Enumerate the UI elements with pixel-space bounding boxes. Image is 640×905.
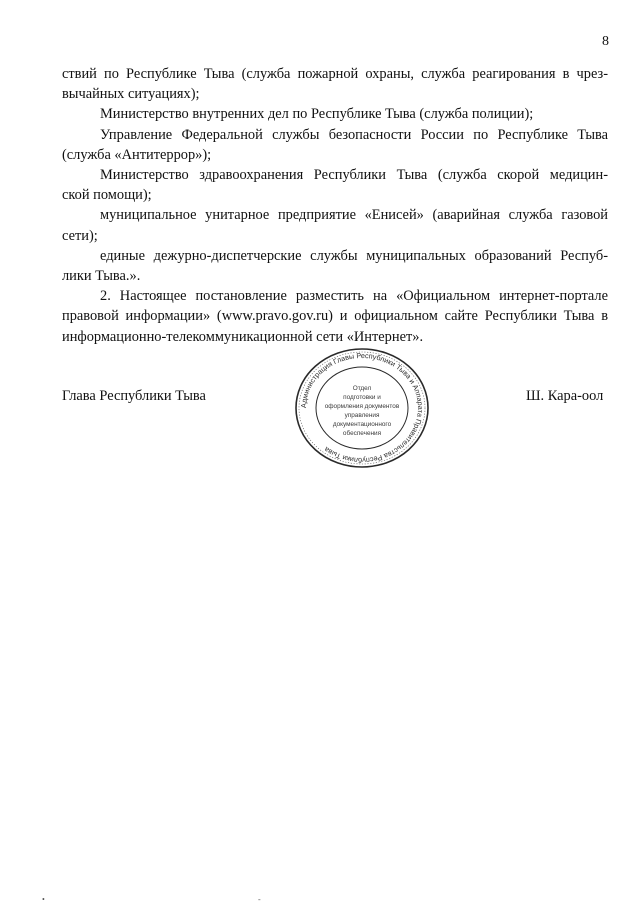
text-line: вычайных ситуациях); bbox=[62, 86, 200, 103]
stamp-seal-graphic bbox=[292, 346, 432, 470]
scan-mark: • bbox=[42, 895, 45, 904]
stamp-center-line: управления bbox=[344, 412, 380, 419]
signature-name: Ш. Кара-оол bbox=[526, 388, 604, 404]
stamp-center-line: обеспечения bbox=[342, 430, 382, 437]
text-line: Управление Федеральной службы безопасности России по Республике Тыва bbox=[100, 126, 608, 143]
text-line: сети); bbox=[62, 227, 98, 244]
signature-title: Глава Республики Тыва bbox=[62, 388, 206, 404]
scan-mark: - bbox=[258, 895, 261, 904]
stamp-center-line: документационного bbox=[332, 421, 392, 428]
stamp-center-line: Отдел bbox=[352, 385, 372, 392]
stamp-ring-text: Администрация Главы Республики Тыва и Аппарата Правительства Республики Тыва bbox=[298, 350, 426, 466]
page-number: 8 bbox=[602, 34, 609, 49]
text-line: единые дежурно-диспетчерские службы муниципальных образований Респуб- bbox=[100, 247, 608, 264]
text-line: ствий по Республике Тыва (служба пожарной охраны, служба реагирования в чрез- bbox=[62, 66, 608, 82]
text-line: правовой информации» (www.pravo.gov.ru) и официальном сайте Республики Тыва в bbox=[62, 308, 608, 325]
text-line: лики Тыва.». bbox=[62, 268, 141, 285]
text-line: информационно-телекоммуникационной сети «Интернет». bbox=[62, 328, 424, 345]
text-line: муниципальное унитарное предприятие «Енисей» (аварийная служба газовой bbox=[100, 207, 608, 224]
text-line: ской помощи); bbox=[62, 187, 152, 204]
official-stamp bbox=[292, 346, 432, 470]
text-line: 2. Настоящее постановление разместить на «Официальном интернет-портале bbox=[100, 288, 608, 305]
stamp-center-line: подготовки и bbox=[343, 394, 381, 401]
text-line: Министерство здравоохранения Республики Тыва (служба скорой медицин- bbox=[100, 167, 608, 184]
text-line: Министерство внутренних дел по Республике Тыва (служба полиции); bbox=[100, 106, 534, 123]
document-body bbox=[62, 64, 608, 347]
text-line: (служба «Антитеррор»); bbox=[62, 146, 212, 163]
stamp-center-line: оформления документов bbox=[324, 403, 400, 410]
